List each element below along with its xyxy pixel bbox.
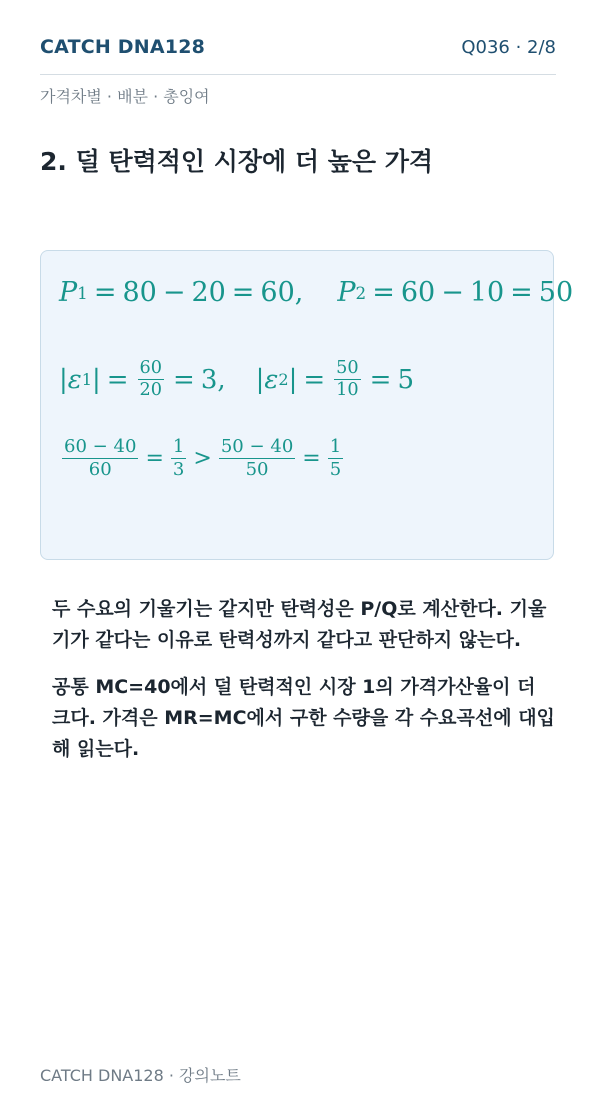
e1-result: 3,	[200, 364, 226, 395]
equals-sign: =	[372, 277, 395, 308]
ratio-2-numerator: 1	[329, 436, 342, 457]
markup-2-denominator: 50	[245, 458, 269, 480]
markup-1-numerator: 60 − 40	[64, 436, 137, 457]
p1-subscript: 1	[77, 282, 88, 303]
ratio-2-denominator: 5	[329, 458, 342, 480]
explanation-paragraph-1: 두 수요의 기울기는 같지만 탄력성은 P/Q로 계산한다. 기울기가 같다는 이유로 탄력성까지 같다고 판단하지 않는다.	[52, 598, 547, 651]
p1-term-a: 80	[122, 277, 157, 308]
p1-symbol: P	[59, 277, 78, 308]
abs-bar: |	[91, 364, 101, 395]
brand-title: CATCH DNA128	[40, 36, 206, 58]
abs-bar: |	[59, 364, 68, 395]
price-equation	[59, 277, 573, 308]
elasticity-equation	[59, 359, 414, 401]
equals-sign: =	[510, 277, 533, 308]
ratio-1-denominator: 3	[172, 458, 185, 480]
e1-fraction	[138, 359, 165, 401]
footer: CATCH DNA128 · 강의노트	[40, 1066, 241, 1085]
math-box	[40, 250, 574, 560]
equals-sign: =	[369, 364, 392, 395]
e2-subscript: 2	[278, 370, 289, 390]
e2-result: 5	[397, 364, 415, 395]
abs-bar: |	[288, 364, 298, 395]
e2-numerator: 50	[334, 359, 361, 380]
e2-symbol: ε	[264, 364, 279, 395]
p2-term-b: 10	[469, 277, 505, 308]
equals-sign: =	[302, 445, 321, 471]
equals-sign: =	[145, 445, 164, 471]
p1-term-b: 20	[191, 277, 226, 308]
markup-2-numerator: 50 − 40	[220, 436, 294, 457]
explanation-paragraph-2: 공통 MC=40에서 덜 탄력적인 시장 1의 가격가산율이 더 크다. 가격은 MR=MC에서 구한 수량을 각 수요곡선에 대입해 읽는다.	[52, 676, 555, 760]
abs-bar: |	[255, 364, 265, 395]
greater-than-sign: >	[193, 445, 212, 471]
p1-result: 60,	[260, 277, 304, 308]
p2-term-a: 60	[400, 277, 436, 308]
e1-numerator: 60	[138, 359, 165, 380]
p2-subscript: 2	[355, 282, 367, 303]
e1-subscript: 1	[81, 370, 92, 390]
equals-sign: =	[106, 364, 129, 395]
p2-symbol: P	[337, 277, 356, 308]
e2-fraction	[334, 359, 361, 401]
minus-sign: −	[441, 277, 464, 308]
ratio-1-numerator: 1	[172, 436, 185, 457]
minus-sign: −	[162, 277, 186, 308]
equals-sign: =	[173, 364, 195, 395]
markup-ratio-2	[328, 437, 343, 480]
e2-denominator: 10	[336, 380, 359, 401]
page-indicator: Q036 · 2/8	[461, 37, 556, 58]
equals-sign: =	[93, 277, 117, 308]
markup-fraction-2	[219, 437, 295, 480]
markup-comparison	[59, 437, 346, 480]
markup-ratio-1	[171, 437, 186, 480]
equals-sign: =	[231, 277, 255, 308]
markup-1-denominator: 60	[88, 458, 112, 480]
markup-fraction-1	[62, 437, 138, 480]
header	[40, 36, 556, 75]
p2-result: 50	[538, 277, 574, 308]
equals-sign: =	[303, 364, 326, 395]
e1-denominator: 20	[139, 380, 163, 401]
e1-symbol: ε	[67, 364, 82, 395]
section-title: 2. 덜 탄력적인 시장에 더 높은 가격	[40, 147, 434, 176]
breadcrumb: 가격차별 · 배분 · 총잉여	[40, 87, 210, 106]
